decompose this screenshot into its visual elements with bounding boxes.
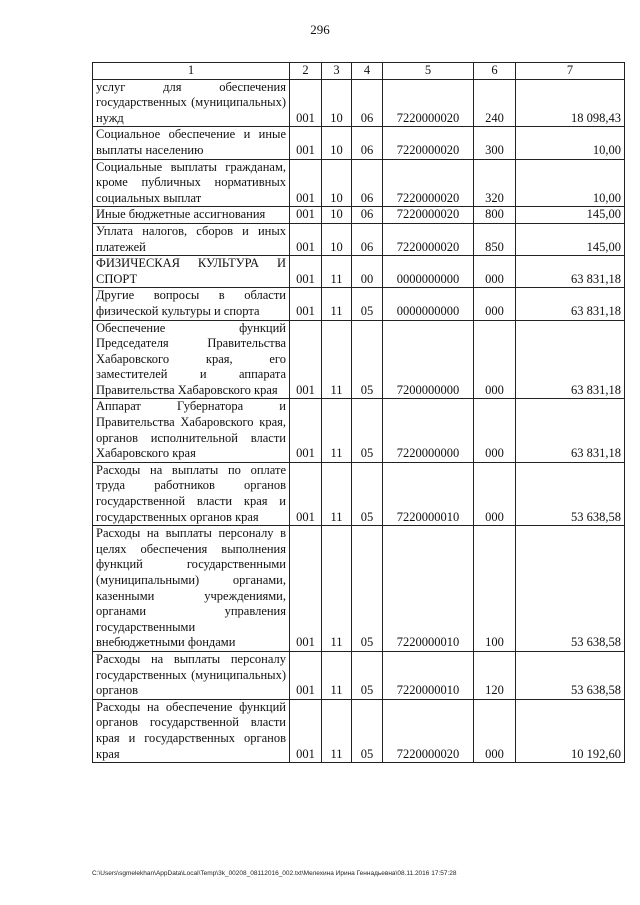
table-row <box>93 223 625 255</box>
column-header: 4 <box>352 63 383 80</box>
subsection-code: 00 <box>352 256 383 288</box>
subsection-code: 06 <box>352 223 383 255</box>
row-name: Социальные выплаты гражданам, кроме публичных нормативных социальных выплат <box>93 159 290 207</box>
target-article-code: 7220000000 <box>383 399 474 462</box>
table-row <box>93 651 625 699</box>
admin-code: 001 <box>290 320 322 399</box>
admin-code: 001 <box>290 699 322 762</box>
target-article-code: 7220000020 <box>383 159 474 207</box>
section-code: 10 <box>322 223 352 255</box>
section-code: 11 <box>322 462 352 525</box>
target-article-code: 7200000000 <box>383 320 474 399</box>
admin-code: 001 <box>290 526 322 652</box>
table-row <box>93 399 625 462</box>
subsection-code: 05 <box>352 699 383 762</box>
amount: 53 638,58 <box>516 526 625 652</box>
admin-code: 001 <box>290 651 322 699</box>
amount: 10,00 <box>516 127 625 159</box>
section-code: 11 <box>322 699 352 762</box>
amount: 10 192,60 <box>516 699 625 762</box>
admin-code: 001 <box>290 256 322 288</box>
admin-code: 001 <box>290 223 322 255</box>
section-code: 11 <box>322 526 352 652</box>
column-header: 3 <box>322 63 352 80</box>
admin-code: 001 <box>290 207 322 224</box>
column-header: 6 <box>474 63 516 80</box>
amount: 18 098,43 <box>516 79 625 127</box>
table-header-row <box>93 63 625 80</box>
target-article-code: 7220000020 <box>383 127 474 159</box>
amount: 145,00 <box>516 207 625 224</box>
admin-code: 001 <box>290 127 322 159</box>
section-code: 11 <box>322 320 352 399</box>
expense-type-code: 000 <box>474 399 516 462</box>
row-name: Социальное обеспечение и иные выплаты населению <box>93 127 290 159</box>
amount: 63 831,18 <box>516 288 625 320</box>
target-article-code: 7220000020 <box>383 207 474 224</box>
admin-code: 001 <box>290 288 322 320</box>
column-header: 7 <box>516 63 625 80</box>
table-row <box>93 207 625 224</box>
target-article-code: 0000000000 <box>383 256 474 288</box>
admin-code: 001 <box>290 399 322 462</box>
table-row <box>93 127 625 159</box>
section-code: 10 <box>322 159 352 207</box>
amount: 145,00 <box>516 223 625 255</box>
row-name: ФИЗИЧЕСКАЯ КУЛЬТУРА И СПОРТ <box>93 256 290 288</box>
target-article-code: 7220000010 <box>383 651 474 699</box>
file-path-footer: C:\Users\sgmelekhan\AppData\Local\Temp\3k_00208_08112016_002.txt\Мелехина Ирина Геннадьевна\08.11.2016 17:57:28 <box>92 870 457 877</box>
table-row <box>93 526 625 652</box>
subsection-code: 05 <box>352 399 383 462</box>
amount: 53 638,58 <box>516 462 625 525</box>
section-code: 11 <box>322 399 352 462</box>
table-row <box>93 699 625 762</box>
row-name: Обеспечение функций Председателя Правительства Хабаровского края, его заместителей и аппарата Правительства Хабаровского края <box>93 320 290 399</box>
row-name: Расходы на выплаты персоналу в целях обеспечения выполнения функций государственными (муниципальными) органами, казенными учреждениями, органами управления государственными внебюджетными фондами <box>93 526 290 652</box>
page-number: 296 <box>310 22 330 37</box>
column-header: 1 <box>93 63 290 80</box>
row-name: Иные бюджетные ассигнования <box>93 207 290 224</box>
admin-code: 001 <box>290 462 322 525</box>
table-row <box>93 320 625 399</box>
section-code: 10 <box>322 79 352 127</box>
target-article-code: 7220000020 <box>383 223 474 255</box>
expense-type-code: 100 <box>474 526 516 652</box>
subsection-code: 05 <box>352 651 383 699</box>
row-name: Расходы на выплаты по оплате труда работников органов государственной власти края и государственных органов края <box>93 462 290 525</box>
subsection-code: 05 <box>352 288 383 320</box>
subsection-code: 05 <box>352 462 383 525</box>
expense-type-code: 800 <box>474 207 516 224</box>
subsection-code: 05 <box>352 526 383 652</box>
subsection-code: 06 <box>352 127 383 159</box>
subsection-code: 06 <box>352 159 383 207</box>
target-article-code: 7220000010 <box>383 526 474 652</box>
section-code: 11 <box>322 256 352 288</box>
target-article-code: 7220000020 <box>383 699 474 762</box>
row-name: Расходы на обеспечение функций органов государственной власти края и государственных органов края <box>93 699 290 762</box>
subsection-code: 06 <box>352 79 383 127</box>
row-name: услуг для обеспечения государственных (муниципальных) нужд <box>93 79 290 127</box>
expense-type-code: 000 <box>474 288 516 320</box>
amount: 53 638,58 <box>516 651 625 699</box>
amount: 10,00 <box>516 159 625 207</box>
column-header: 2 <box>290 63 322 80</box>
expense-type-code: 000 <box>474 462 516 525</box>
subsection-code: 06 <box>352 207 383 224</box>
table-row <box>93 256 625 288</box>
amount: 63 831,18 <box>516 256 625 288</box>
expense-type-code: 000 <box>474 699 516 762</box>
budget-table <box>92 62 625 763</box>
expense-type-code: 850 <box>474 223 516 255</box>
row-name: Аппарат Губернатора и Правительства Хабаровского края, органов исполнительной власти Хабаровского края <box>93 399 290 462</box>
expense-type-code: 000 <box>474 256 516 288</box>
table-row <box>93 462 625 525</box>
expense-type-code: 300 <box>474 127 516 159</box>
section-code: 10 <box>322 207 352 224</box>
admin-code: 001 <box>290 79 322 127</box>
expense-type-code: 240 <box>474 79 516 127</box>
row-name: Другие вопросы в области физической культуры и спорта <box>93 288 290 320</box>
expense-type-code: 000 <box>474 320 516 399</box>
section-code: 11 <box>322 651 352 699</box>
admin-code: 001 <box>290 159 322 207</box>
table-row <box>93 288 625 320</box>
target-article-code: 7220000010 <box>383 462 474 525</box>
section-code: 10 <box>322 127 352 159</box>
section-code: 11 <box>322 288 352 320</box>
target-article-code: 0000000000 <box>383 288 474 320</box>
expense-type-code: 320 <box>474 159 516 207</box>
expense-type-code: 120 <box>474 651 516 699</box>
subsection-code: 05 <box>352 320 383 399</box>
row-name: Уплата налогов, сборов и иных платежей <box>93 223 290 255</box>
target-article-code: 7220000020 <box>383 79 474 127</box>
amount: 63 831,18 <box>516 399 625 462</box>
row-name: Расходы на выплаты персоналу государственных (муниципальных) органов <box>93 651 290 699</box>
amount: 63 831,18 <box>516 320 625 399</box>
column-header: 5 <box>383 63 474 80</box>
table-row <box>93 159 625 207</box>
table-row <box>93 79 625 127</box>
